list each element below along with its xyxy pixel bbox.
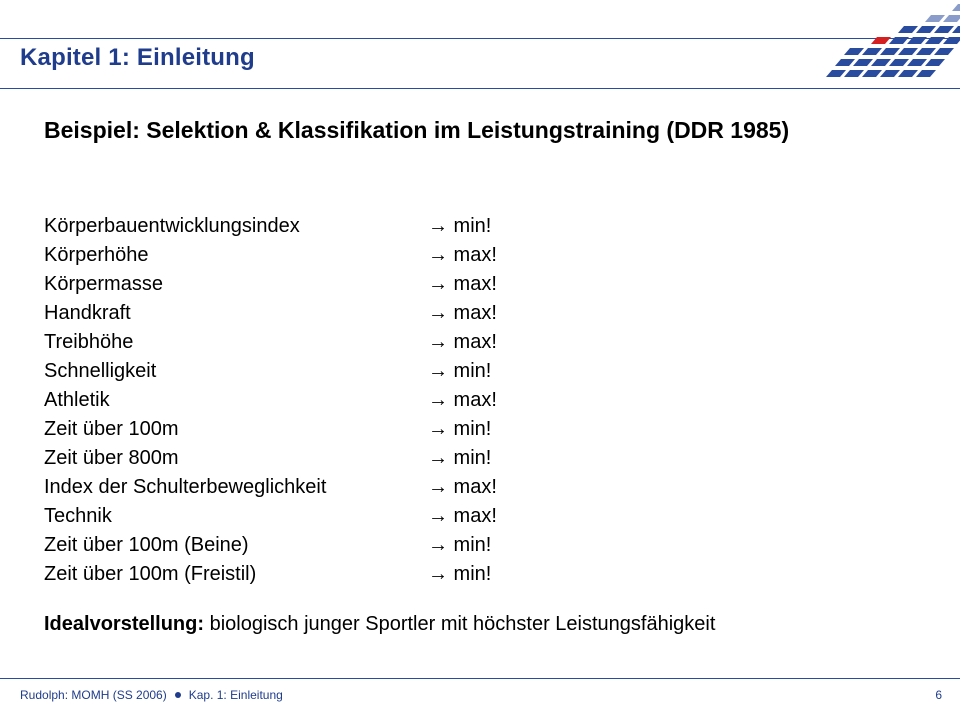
criterion-target: → max! bbox=[428, 302, 497, 324]
logo-cell bbox=[889, 59, 909, 66]
logo-cell bbox=[844, 70, 864, 77]
list-item bbox=[44, 299, 497, 328]
criterion-name: Index der Schulterbeweglichkeit bbox=[44, 476, 327, 498]
criterion-name: Körperhöhe bbox=[44, 244, 149, 266]
logo-cell bbox=[889, 37, 909, 44]
ideal-text: biologisch junger Sportler mit höchster Leistungsfähigkeit bbox=[204, 613, 716, 635]
criterion-target: → max! bbox=[428, 389, 497, 411]
logo-cell bbox=[925, 15, 945, 22]
criterion-target: → min! bbox=[428, 215, 492, 237]
list-item bbox=[44, 531, 497, 560]
logo-cell bbox=[943, 15, 960, 22]
bullet-icon bbox=[175, 692, 181, 698]
criterion-target: → min! bbox=[428, 534, 492, 556]
page-title: Kapitel 1: Einleitung bbox=[20, 44, 255, 71]
logo-cell bbox=[907, 37, 927, 44]
logo-cell bbox=[934, 26, 954, 33]
logo-cell bbox=[880, 48, 900, 55]
criterion-name: Treibhöhe bbox=[44, 331, 134, 353]
criterion-target: → min! bbox=[428, 418, 492, 440]
criterion-name: Körpermasse bbox=[44, 273, 163, 295]
logo-cell bbox=[898, 70, 918, 77]
criterion-target: → max! bbox=[428, 244, 497, 266]
criterion-target: → max! bbox=[428, 273, 497, 295]
criterion-name: Schnelligkeit bbox=[44, 360, 157, 382]
criteria-list bbox=[44, 212, 497, 589]
logo-cell bbox=[943, 37, 960, 44]
logo-cell bbox=[907, 59, 927, 66]
list-item bbox=[44, 502, 497, 531]
ideal-label: Idealvorstellung: bbox=[44, 613, 205, 635]
logo-accent-cell bbox=[871, 37, 891, 44]
criterion-target: → max! bbox=[428, 331, 497, 353]
logo-cell bbox=[880, 70, 900, 77]
header-bottom-rule bbox=[0, 88, 960, 89]
logo-cell bbox=[898, 26, 918, 33]
logo-cell bbox=[934, 48, 954, 55]
criterion-name: Handkraft bbox=[44, 302, 131, 324]
criterion-name: Athletik bbox=[44, 389, 110, 411]
logo-cell bbox=[898, 48, 918, 55]
logo-cell bbox=[952, 26, 960, 33]
list-item bbox=[44, 357, 497, 386]
list-item bbox=[44, 415, 497, 444]
criterion-name: Zeit über 100m (Freistil) bbox=[44, 563, 257, 585]
footer-author-course: Rudolph: MOMH (SS 2006) bbox=[20, 688, 167, 702]
criterion-target: → min! bbox=[428, 563, 492, 585]
criterion-name: Technik bbox=[44, 505, 112, 527]
footer bbox=[20, 688, 283, 702]
criterion-name: Körperbauentwicklungsindex bbox=[44, 215, 300, 237]
list-item bbox=[44, 212, 497, 241]
list-item bbox=[44, 241, 497, 270]
criterion-target: → max! bbox=[428, 505, 497, 527]
criterion-name: Zeit über 800m bbox=[44, 447, 179, 469]
criterion-name: Zeit über 100m (Beine) bbox=[44, 534, 249, 556]
logo-cell bbox=[952, 4, 960, 11]
university-grid-logo-icon bbox=[820, 0, 960, 92]
list-item bbox=[44, 328, 497, 357]
list-item bbox=[44, 270, 497, 299]
criterion-target: → min! bbox=[428, 360, 492, 382]
logo-cell bbox=[862, 70, 882, 77]
logo-cell bbox=[835, 59, 855, 66]
logo-cell bbox=[916, 70, 936, 77]
logo-cell bbox=[844, 48, 864, 55]
logo-cell bbox=[925, 59, 945, 66]
list-item bbox=[44, 473, 497, 502]
logo-cell bbox=[862, 48, 882, 55]
page-number: 6 bbox=[935, 688, 942, 702]
logo-cell bbox=[853, 59, 873, 66]
header-top-rule bbox=[0, 38, 960, 39]
logo-cell bbox=[925, 37, 945, 44]
footer-chapter: Kap. 1: Einleitung bbox=[188, 688, 283, 702]
list-item bbox=[44, 386, 497, 415]
logo-cell bbox=[916, 48, 936, 55]
list-item bbox=[44, 560, 497, 589]
slide-subtitle: Beispiel: Selektion & Klassifikation im Leistungstraining (DDR 1985) bbox=[44, 117, 790, 143]
logo-cell bbox=[916, 26, 936, 33]
logo-cell bbox=[871, 59, 891, 66]
criterion-target: → max! bbox=[428, 476, 497, 498]
criterion-name: Zeit über 100m bbox=[44, 418, 179, 440]
footer-rule bbox=[0, 678, 960, 679]
criterion-target: → min! bbox=[428, 447, 492, 469]
ideal-statement bbox=[44, 613, 715, 636]
logo-cell bbox=[826, 70, 846, 77]
list-item bbox=[44, 444, 497, 473]
